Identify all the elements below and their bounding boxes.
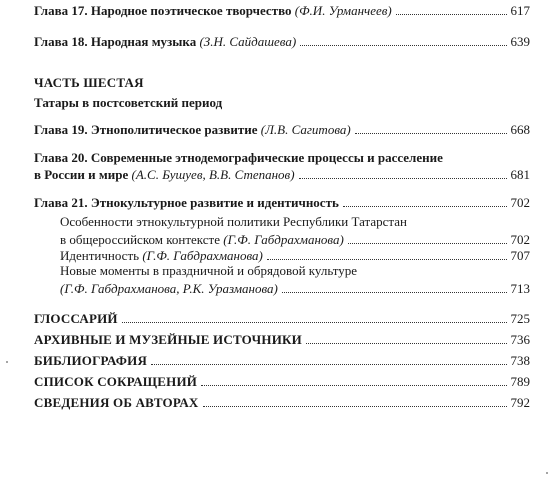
leader-dots xyxy=(396,14,507,15)
toc-entry-glossary xyxy=(34,310,530,327)
page-number: 702 xyxy=(510,232,530,247)
subsection-author: (Г.Ф. Габдрахманова) xyxy=(142,248,263,263)
toc-entry-chapter-20-line2 xyxy=(34,166,530,183)
page-number: 736 xyxy=(510,332,530,347)
chapter-author: (Ф.И. Урманчеев) xyxy=(294,3,392,18)
page-number: 792 xyxy=(510,395,530,410)
scan-speck xyxy=(546,472,548,474)
leader-dots xyxy=(306,343,507,344)
page-number: 713 xyxy=(510,281,530,296)
toc-entry-bibliography xyxy=(34,352,530,369)
toc-entry-chapter-20-line1 xyxy=(34,150,443,166)
leader-dots xyxy=(299,178,507,179)
chapter-title: Народное поэтическое творчество xyxy=(90,3,292,18)
chapter-number: Глава 19. xyxy=(34,122,88,137)
toc-entry-chapter-21 xyxy=(34,194,530,211)
toc-entry-chapter-17 xyxy=(34,2,530,19)
toc-entry-authors xyxy=(34,394,530,411)
scan-speck xyxy=(6,361,8,363)
leader-dots xyxy=(201,385,506,386)
chapter-title: Народная музыка xyxy=(90,34,197,49)
part-subtitle: Татары в постсоветский период xyxy=(34,95,223,110)
part-heading: ЧАСТЬ ШЕСТАЯ xyxy=(34,75,144,90)
chapter-number: Глава 21. xyxy=(34,195,88,210)
chapter-number: Глава 20. xyxy=(34,150,88,165)
section-title: АРХИВНЫЕ И МУЗЕЙНЫЕ ИСТОЧНИКИ xyxy=(34,332,302,347)
section-title: СВЕДЕНИЯ ОБ АВТОРАХ xyxy=(34,395,199,410)
leader-dots xyxy=(355,133,507,134)
page-number: 617 xyxy=(510,3,530,18)
leader-dots xyxy=(203,406,507,407)
section-title: ГЛОССАРИЙ xyxy=(34,311,118,326)
toc-entry-chapter-19 xyxy=(34,121,530,138)
toc-subsection-1-line1: Особенности этнокультурной политики Республики Татарстан xyxy=(60,214,407,229)
chapter-title: Этнополитическое развитие xyxy=(90,122,258,137)
page-number: 707 xyxy=(510,248,530,263)
page-number: 738 xyxy=(510,353,530,368)
chapter-title: Этнокультурное развитие и идентичность xyxy=(90,195,339,210)
chapter-title: Современные этнодемографические процессы и расселение xyxy=(90,150,443,165)
chapter-author: (А.С. Бушуев, В.В. Степанов) xyxy=(131,167,295,182)
chapter-author: (З.Н. Сайдашева) xyxy=(199,34,297,49)
leader-dots xyxy=(151,364,506,365)
subsection-author: (Г.Ф. Габдрахманова, Р.К. Уразманова) xyxy=(60,281,278,296)
toc-entry-archives xyxy=(34,331,530,348)
subsection-title: Идентичность xyxy=(60,248,140,263)
page-number: 681 xyxy=(510,167,530,182)
page-number: 668 xyxy=(510,122,530,137)
toc-entry-abbreviations xyxy=(34,373,530,390)
chapter-number: Глава 17. xyxy=(34,3,88,18)
leader-dots xyxy=(122,322,507,323)
leader-dots xyxy=(282,292,507,293)
page-number: 789 xyxy=(510,374,530,389)
leader-dots xyxy=(300,45,506,46)
subsection-author: (Г.Ф. Габдрахманова) xyxy=(223,232,344,247)
toc-subsection-3-line2 xyxy=(60,280,530,297)
section-title: БИБЛИОГРАФИЯ xyxy=(34,353,148,368)
page-number: 702 xyxy=(510,195,530,210)
toc-entry-chapter-18 xyxy=(34,33,530,50)
subsection-title-cont: в общероссийском контексте xyxy=(60,232,220,247)
chapter-number: Глава 18. xyxy=(34,34,88,49)
page-number: 639 xyxy=(510,34,530,49)
section-title: СПИСОК СОКРАЩЕНИЙ xyxy=(34,374,198,389)
leader-dots xyxy=(267,259,507,260)
chapter-title-cont: в России и мире xyxy=(34,167,129,182)
toc-subsection-2 xyxy=(60,247,530,264)
leader-dots xyxy=(348,243,507,244)
chapter-author: (Л.В. Сагитова) xyxy=(260,122,351,137)
toc-subsection-3-line1: Новые моменты в праздничной и обрядовой культуре xyxy=(60,263,358,278)
toc-subsection-1-line2 xyxy=(60,231,530,248)
page-number: 725 xyxy=(510,311,530,326)
leader-dots xyxy=(343,206,507,207)
